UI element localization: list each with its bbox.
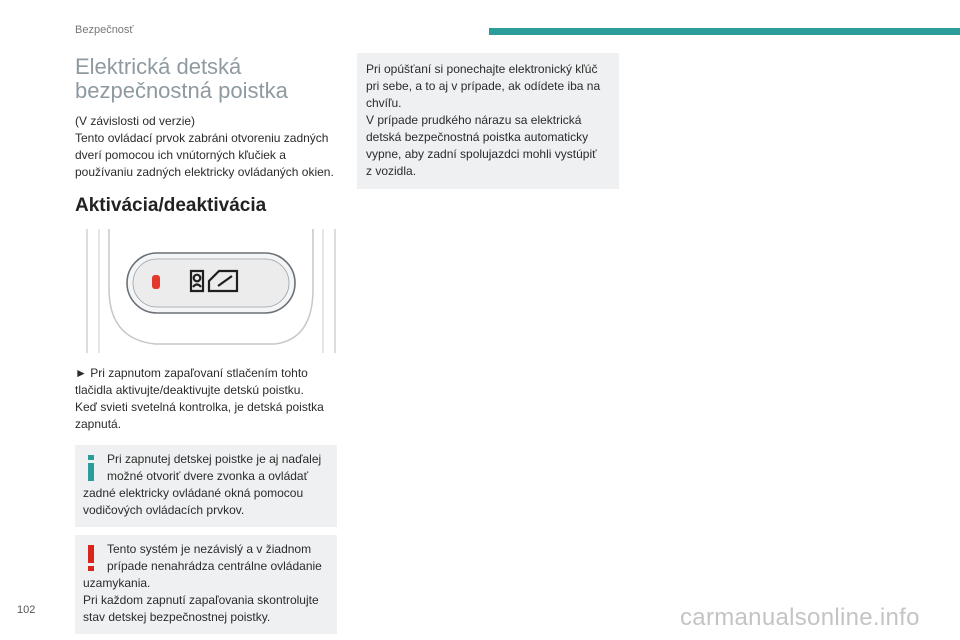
info-line: zadné elektricky ovládané okná pomocou	[83, 486, 304, 500]
child-lock-button-illustration	[85, 229, 337, 353]
intro-line: dverí pomocou ich vnútorných kľučiek a	[75, 148, 286, 162]
intro-line: (V závislosti od verzie)	[75, 114, 196, 128]
instruction-line: Keď svieti svetelná kontrolka, je detská poistka	[75, 400, 324, 414]
intro-line: Tento ovládací prvok zabráni otvoreniu zadných	[75, 131, 329, 145]
page-number: 102	[17, 604, 36, 616]
instruction-line: zapnutá.	[75, 417, 122, 431]
intro-paragraph	[75, 113, 337, 181]
note-line: detská bezpečnostná poistka automaticky	[366, 130, 589, 144]
section-heading: Aktivácia/deaktivácia	[75, 195, 267, 216]
note-line: chvíľu.	[366, 96, 402, 110]
intro-line: používaniu zadných elektricky ovládaných okien.	[75, 165, 334, 179]
info-icon	[86, 455, 96, 483]
note-line: pri sebe, a to aj v prípade, ak odídete iba na	[366, 79, 601, 93]
warning-line: uzamykania.	[83, 576, 151, 590]
indicator-led	[152, 275, 160, 289]
note-line: vypne, aby zadní spolujazdci mohli vystúpiť	[366, 147, 597, 161]
info-line: vodičových ovládacích prvkov.	[83, 503, 245, 517]
info-line: Pri zapnutej detskej poistke je aj naďalej	[107, 452, 322, 466]
note-line: Pri opúšťaní si ponechajte elektronický kľúč	[366, 62, 598, 76]
note-line: V prípade prudkého nárazu sa elektrická	[366, 113, 582, 127]
title-line-2: bezpečnostná poistka	[75, 78, 288, 103]
instruction-line: tlačidla aktivujte/deaktivujte detskú poistku.	[75, 383, 304, 397]
warning-line: Pri každom zapnutí zapaľovania skontrolujte	[83, 593, 319, 607]
warning-line: prípade nenahrádza centrálne ovládanie	[107, 559, 322, 573]
info-note-box	[75, 445, 337, 527]
section-label: Bezpečnosť	[75, 24, 134, 36]
middle-column	[357, 53, 619, 189]
watermark: carmanualsonline.info	[680, 604, 920, 631]
key-note-box	[357, 53, 619, 189]
instruction-line: ► Pri zapnutom zapaľovaní stlačením tohto	[75, 366, 308, 380]
note-line: z vozidla.	[366, 164, 417, 178]
warning-icon	[86, 545, 96, 573]
instruction-paragraph	[75, 365, 337, 433]
title-line-1: Elektrická detská	[75, 54, 242, 79]
warning-note-box	[75, 535, 337, 634]
left-column	[75, 55, 337, 634]
section-accent-bar	[489, 28, 960, 35]
info-line: možné otvoriť dvere zvonka a ovládať	[107, 469, 309, 483]
warning-line: Tento systém je nezávislý a v žiadnom	[107, 542, 312, 556]
warning-line: stav detskej bezpečnostnej poistky.	[83, 610, 271, 624]
page-title	[75, 55, 337, 103]
